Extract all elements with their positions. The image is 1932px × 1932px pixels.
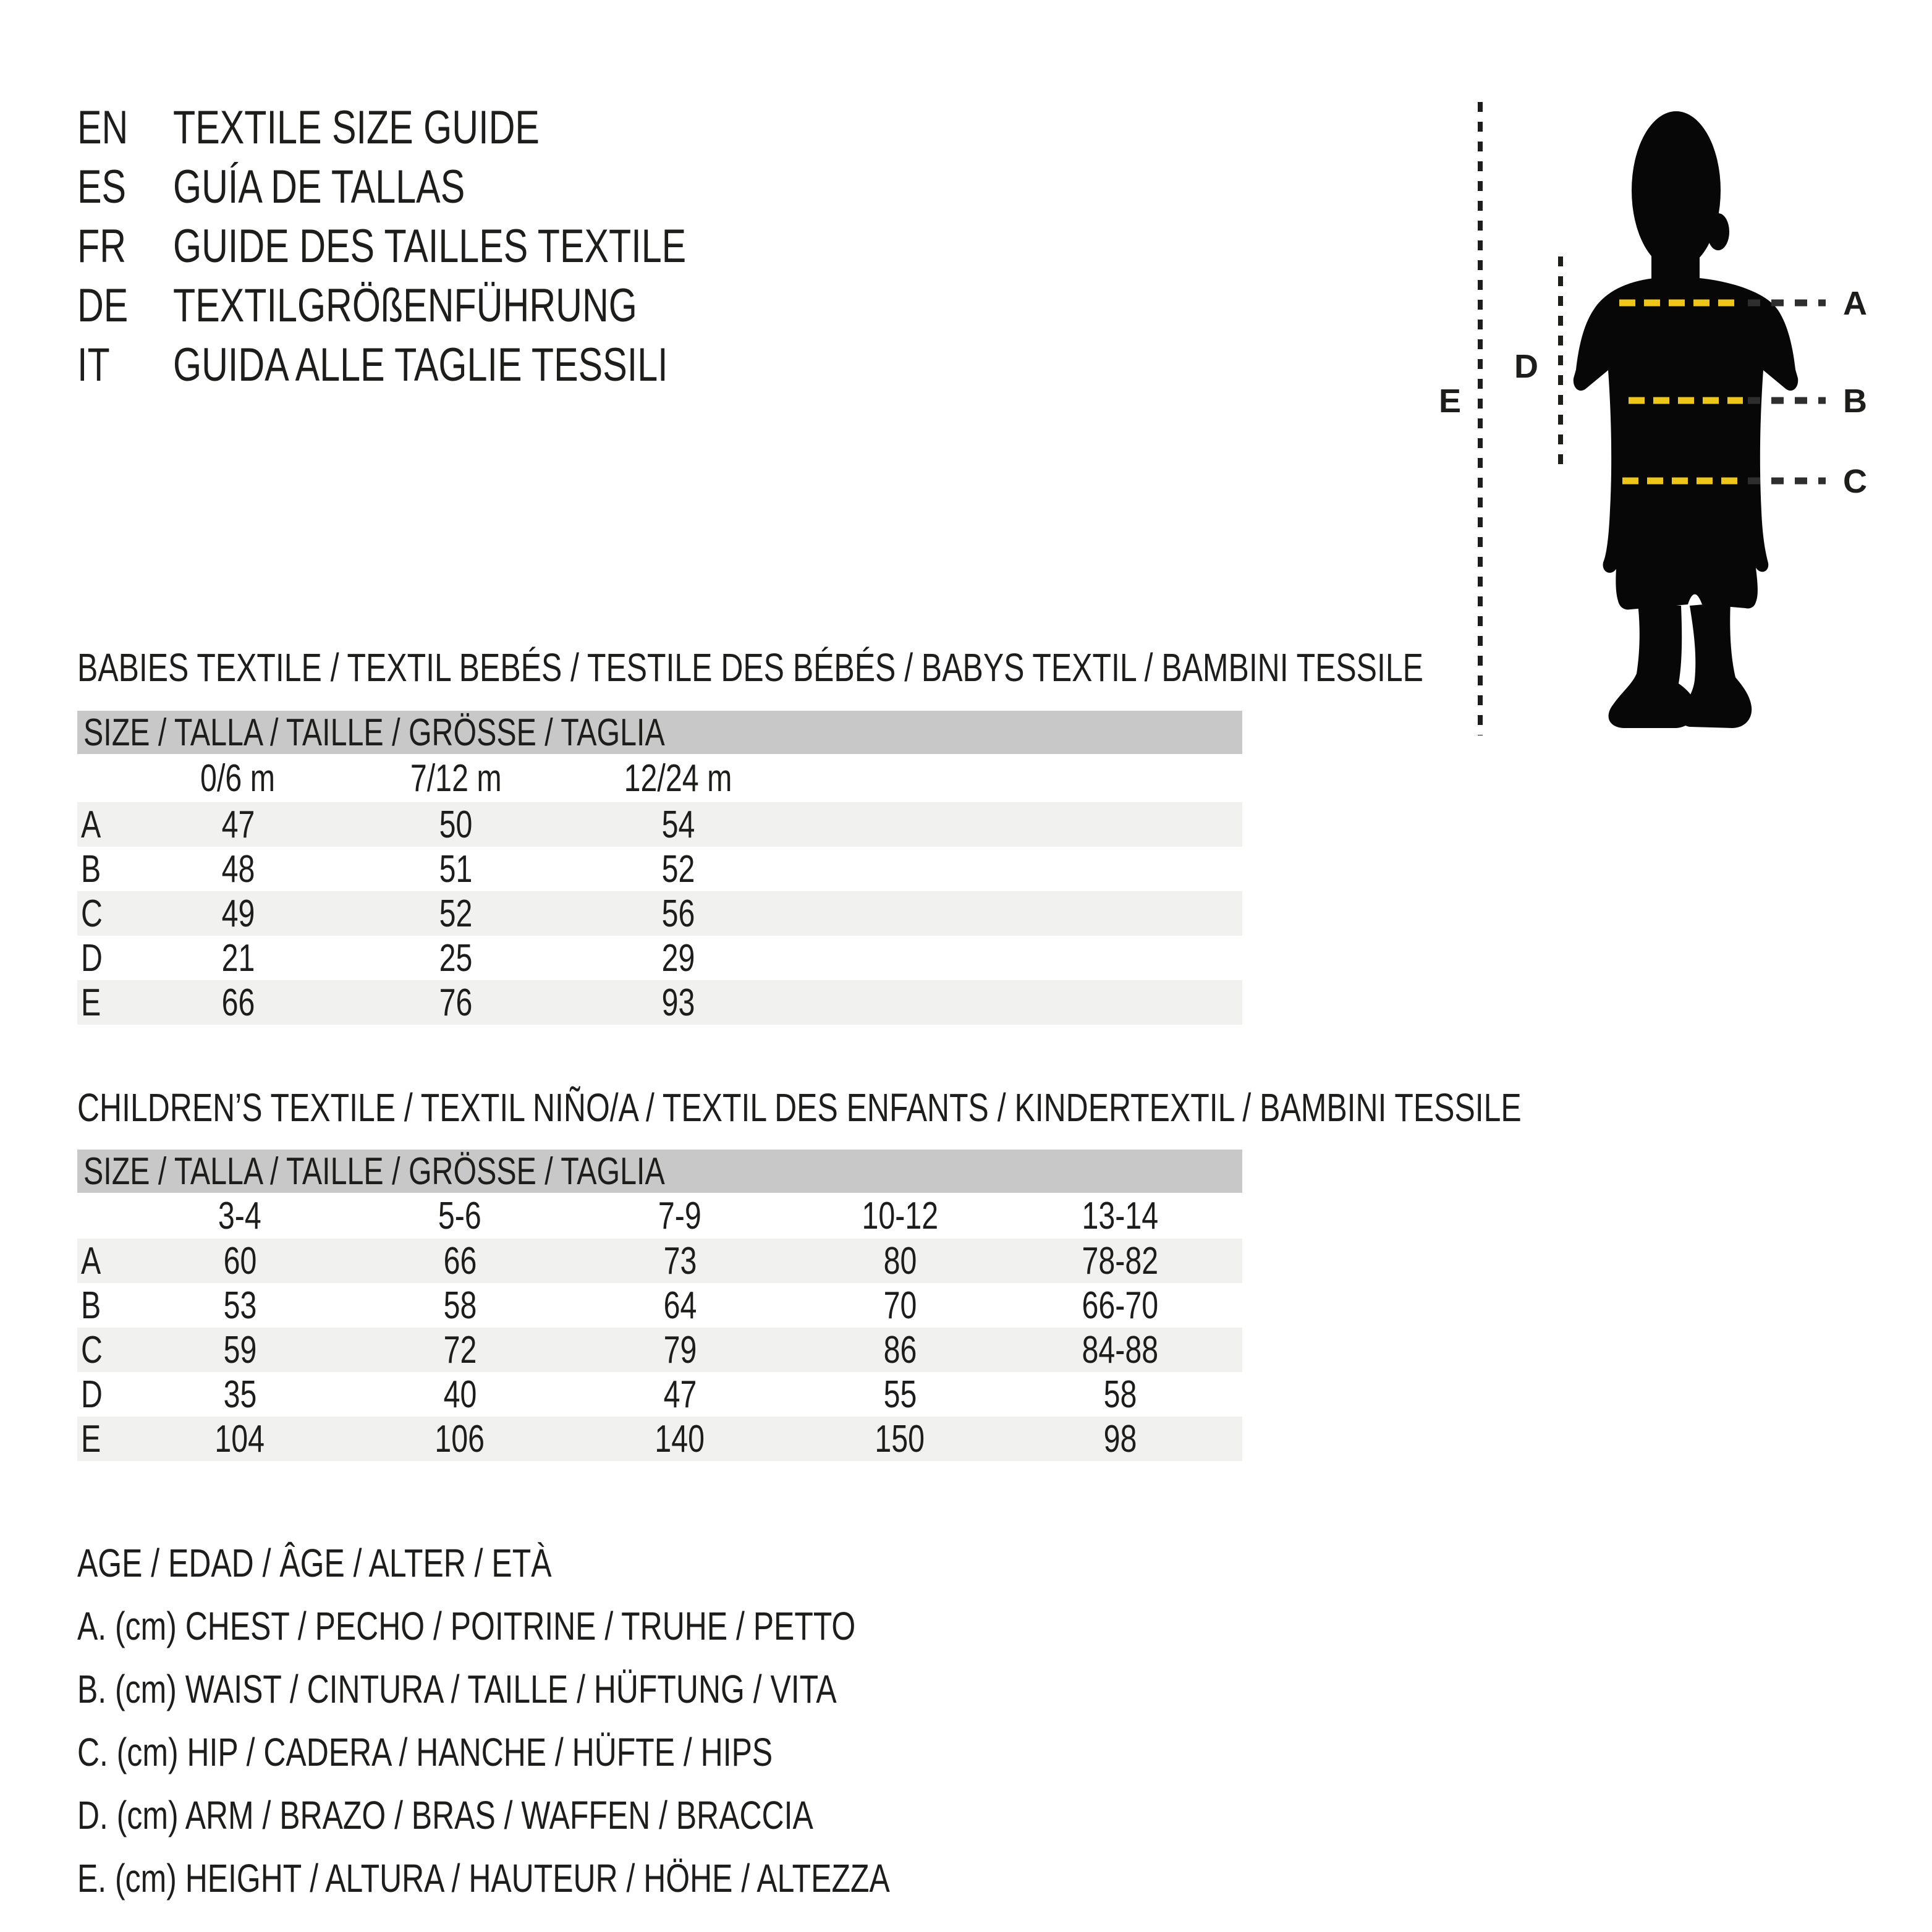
babies-col-0-6m: 0/6 m	[200, 756, 276, 800]
children-column-headers	[77, 1193, 1242, 1239]
children-size-header-bar: SIZE / TALLA / TAILLE / GRÖSSE / TAGLIA	[77, 1150, 1242, 1193]
babies-row-e: E 66 76 93	[77, 980, 1242, 1025]
lang-row-es	[77, 157, 1066, 216]
children-row-b: B 53 58 64 70 66-70	[81, 1284, 1158, 1327]
lang-code-it: IT	[77, 338, 110, 391]
babies-row-a: A 47 50 54	[77, 802, 1242, 847]
babies-column-headers	[77, 754, 1242, 802]
children-col-7-9: 7-9	[658, 1194, 701, 1237]
babies-row-b: B 48 51 52	[81, 847, 695, 891]
silhouette-ear	[1707, 213, 1729, 250]
babies-col-12-24m: 12/24 m	[624, 756, 732, 800]
babies-size-header-bar: SIZE / TALLA / TAILLE / GRÖSSE / TAGLIA	[77, 711, 1242, 754]
legend-age: AGE / EDAD / ÂGE / ALTER / ETÀ	[77, 1541, 552, 1585]
babies-row-d: D 21 25 29	[81, 936, 695, 980]
lang-title-it: GUIDA ALLE TAGLIE TESSILI	[173, 338, 668, 391]
lang-title-fr: GUIDE DES TAILLES TEXTILE	[173, 219, 687, 273]
legend-chest: A. (cm) CHEST / PECHO / POITRINE / TRUHE / PETTO	[77, 1604, 856, 1648]
babies-size-table	[77, 711, 1242, 1025]
lang-code-en: EN	[77, 101, 129, 154]
lang-row-fr	[77, 216, 1066, 276]
babies-col-7-12m: 7/12 m	[410, 756, 502, 800]
figure-label-a: A	[1843, 285, 1867, 322]
children-col-3-4: 3-4	[218, 1194, 261, 1237]
children-row-c: C 59 72 79 86 84-88	[77, 1328, 1242, 1372]
children-row-a: A 60 66 73 80 78-82	[77, 1239, 1242, 1283]
legend-arm: D. (cm) ARM / BRAZO / BRAS / WAFFEN / BRACCIA	[77, 1793, 813, 1837]
children-col-10-12: 10-12	[862, 1194, 938, 1237]
figure-label-c: C	[1843, 463, 1867, 500]
babies-row-c: C 49 52 56	[77, 891, 1242, 936]
figure-label-d: D	[1514, 348, 1538, 385]
legend-hip: C. (cm) HIP / CADERA / HANCHE / HÜFTE / HIPS	[77, 1730, 773, 1774]
lang-row-de	[77, 276, 1066, 335]
legend-height: E. (cm) HEIGHT / ALTURA / HAUTEUR / HÖHE / ALTEZZA	[77, 1856, 890, 1900]
children-size-table	[77, 1150, 1242, 1461]
children-col-5-6: 5-6	[438, 1194, 481, 1237]
lang-title-es: GUÍA DE TALLAS	[173, 160, 465, 213]
child-silhouette	[1574, 111, 1798, 728]
children-row-e: E 104 106 140 150 98	[77, 1417, 1242, 1461]
figure-label-b: B	[1843, 383, 1867, 420]
legend-waist: B. (cm) WAIST / CINTURA / TAILLE / HÜFTUNG / VITA	[77, 1667, 837, 1711]
measurement-legend	[77, 1532, 1313, 1910]
children-section-title: CHILDREN’S TEXTILE / TEXTIL NIÑO/A / TEXTIL DES ENFANTS / KINDERTEXTIL / BAMBINI TESSILE	[77, 1085, 1522, 1130]
figure-label-e: E	[1439, 383, 1462, 420]
children-col-13-14: 13-14	[1082, 1194, 1158, 1237]
lang-title-de: TEXTILGRÖßENFÜHRUNG	[173, 279, 637, 332]
lang-row-en	[77, 98, 1066, 157]
lang-title-en: TEXTILE SIZE GUIDE	[173, 101, 540, 154]
lang-row-it	[77, 335, 1066, 394]
lang-code-fr: FR	[77, 219, 127, 273]
silhouette-shirt	[1574, 277, 1798, 576]
children-row-d: D 35 40 47 55 58	[81, 1373, 1137, 1416]
babies-section-title: BABIES TEXTILE / TEXTIL BEBÉS / TESTILE DES BÉBÉS / BABYS TEXTIL / BAMBINI TESSILE	[77, 645, 1423, 690]
lang-code-es: ES	[77, 160, 127, 213]
lang-code-de: DE	[77, 279, 129, 332]
language-title-block	[77, 98, 1066, 394]
